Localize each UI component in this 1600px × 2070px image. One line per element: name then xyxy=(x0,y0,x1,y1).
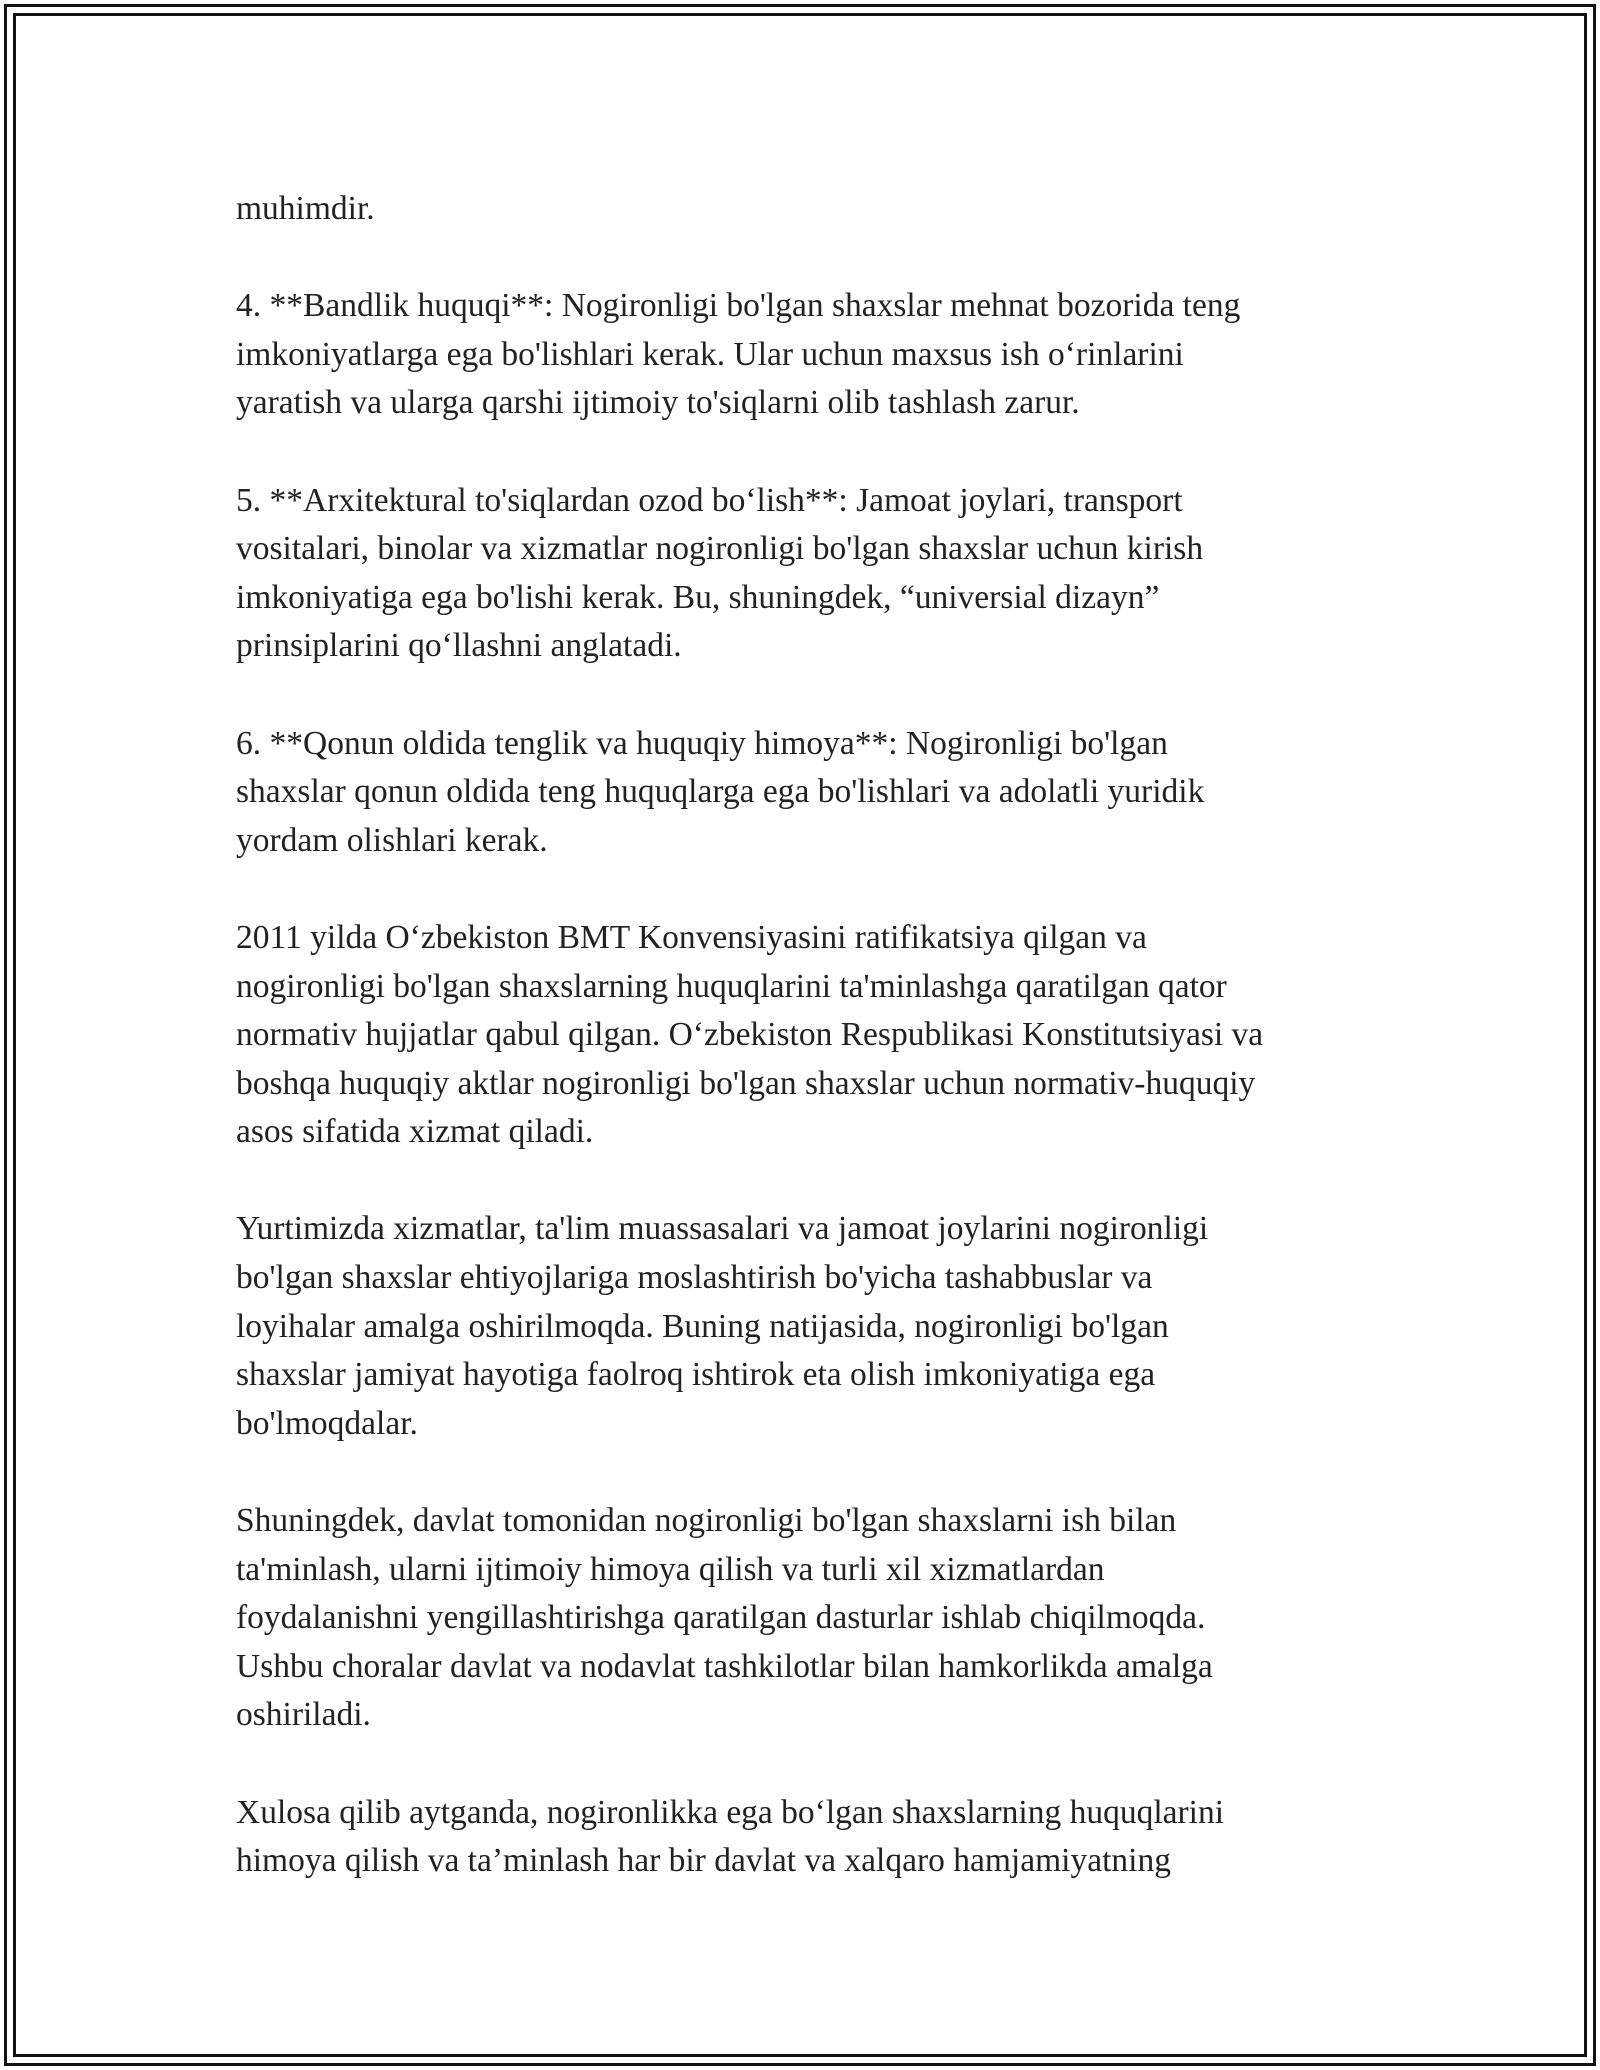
paragraph-continuation: muhimdir. xyxy=(236,190,375,227)
paragraph-national-initiatives: Yurtimizda xizmatlar, ta'lim muassasalari va jamoat joylarini nogironligi bo'lgan shaxslar ehtiyojlariga moslashtirish bo'yicha tashabbuslar va loyihalar amalga oshirilmoqda. Buning natijasida, nogironligi bo'lgan shaxslar jamiyat hayotiga faolroq ishtirok eta olish imkoniyatiga ega bo'lmoqdalar. xyxy=(236,1210,1209,1442)
paragraph-equality-before-law: 6. **Qonun oldida tenglik va huquqiy himoya**: Nogironligi bo'lgan shaxslar qonun oldida teng huquqlarga ega bo'lishlari va adolatli yuridik yordam olishlari kerak. xyxy=(236,724,1205,859)
paragraph-architectural-barriers: 5. **Arxitektural to'siqlardan ozod bo‘lish**: Jamoat joylari, transport vositalari, binolar va xizmatlar nogironligi bo'lgan shaxslar uchun kirish imkoniyatiga ega bo'lishi kerak. Bu, shuningdek, “universial dizayn” prinsiplarini qo‘llashni anglatadi. xyxy=(236,481,1204,665)
paragraph-conclusion: Xulosa qilib aytganda, nogironlikka ega bo‘lgan shaxslarning huquqlarini himoya qilish va ta’minlash har bir davlat va xalqaro hamjamiyatning xyxy=(236,1793,1225,1880)
paragraph-employment-right: 4. **Bandlik huquqi**: Nogironligi bo'lgan shaxslar mehnat bozorida teng imkoniyatlarga ega bo'lishlari kerak. Ular uchun maxsus ish o‘rinlarini yaratish va ularga qarshi ijtimoiy to'siqlarni olib tashlash zarur. xyxy=(236,287,1241,422)
paragraph-state-programs: Shuningdek, davlat tomonidan nogironligi bo'lgan shaxslarni ish bilan ta'minlash, ularni ijtimoiy himoya qilish va turli xil xizmatlardan foydalanishni yengillashtirishga qaratilgan dasturlar ishlab chiqilmoqda. Ushbu choralar davlat va nodavlat tashkilotlar bilan hamkorlikda amalga oshiriladi. xyxy=(236,1502,1213,1734)
document-body xyxy=(236,185,1366,1886)
paragraph-uzbekistan-ratification: 2011 yilda O‘zbekiston BMT Konvensiyasini ratifikatsiya qilgan va nogironligi bo'lgan shaxslarning huquqlarini ta'minlashga qaratilgan qator normativ hujjatlar qabul qilgan. O‘zbekiston Respublikasi Konstitutsiyasi va boshqa huquqiy aktlar nogironligi bo'lgan shaxslar uchun normativ-huquqiy asos sifatida xizmat qiladi. xyxy=(236,918,1264,1151)
